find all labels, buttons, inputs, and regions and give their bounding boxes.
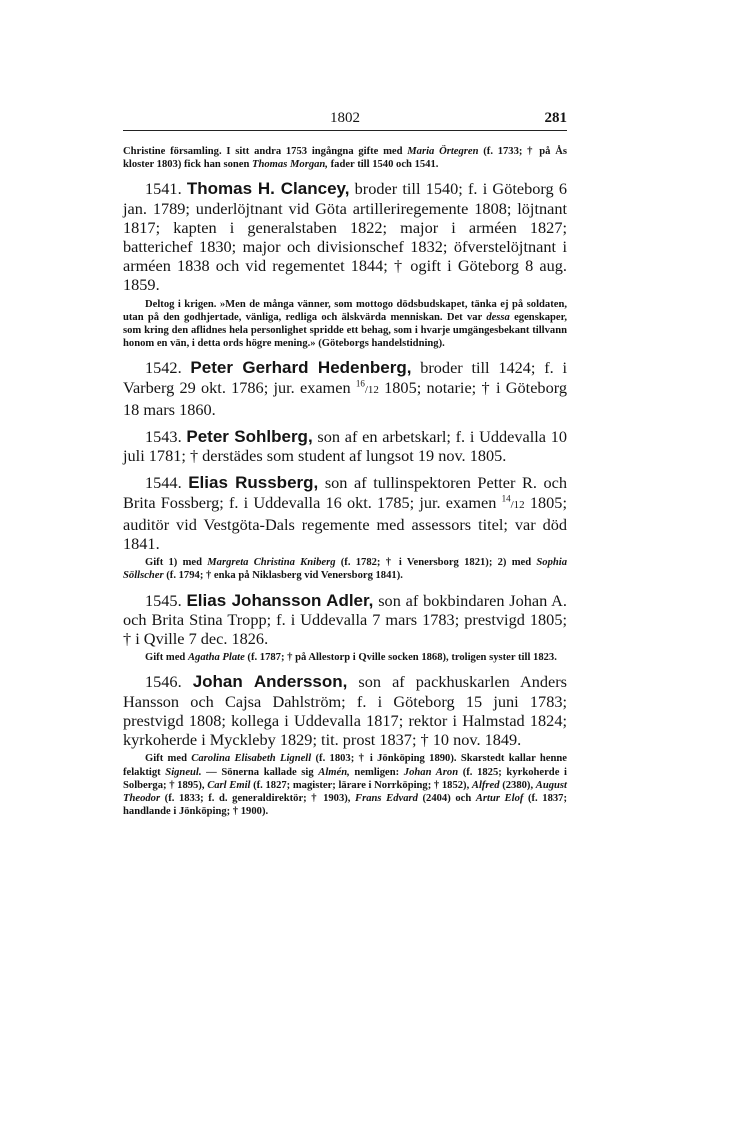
note-1541: Deltog i krigen. »Men de många vänner, som mottogo dödsbudskapet, tänka ej på soldaten, utan på den godhjertade, vänliga, redliga och älskvärda menniskan. Det var dessa egenskaper, som kring den aflidnes hela personlighet spridde ett behag, som i hvarje umgängesbekant tillvann honom en vän, i detta ords högre mening.» (Göteborgs handelstidning). xyxy=(123,298,567,350)
entry-number: 1541. xyxy=(145,179,182,199)
entry-name: Thomas H. Clancey, xyxy=(186,179,350,199)
entry-number: 1543. xyxy=(145,427,182,447)
entry-number: 1545. xyxy=(145,590,182,610)
entry-1544: 1544. Elias Russberg, son af tullinspektoren Petter R. och Brita Fossberg; f. i Uddevalla 16 okt. 1785; jur. examen $^{14}$/12 1805; auditör vid Vestgöta-Dals regemente med assessors titel; var död 1841. xyxy=(123,473,567,554)
header-rule xyxy=(123,130,567,131)
entry-name: Elias Russberg, xyxy=(188,473,319,493)
entry-number: 1544. xyxy=(145,473,182,493)
entry-1541: 1541. Thomas H. Clancey, broder till 1540; f. i Göteborg 6 jan. 1789; underlöjtnant vid Göta artilleriregemente 1808; löjtnant 1817; kapten i generalstaben 1822; major i arméen 1827; batterichef 1830; major och divisionschef 1832; öfverstelöjtnant i arméen 1838 och vid regementet 1844; † ogift i Göteborg 8 aug. 1859. xyxy=(123,179,567,295)
entry-1542: 1542. Peter Gerhard Hedenberg, broder till 1424; f. i Varberg 29 okt. 1786; jur. examen $^{16}$/12 1805; notarie; † i Göteborg 18 mars 1860. xyxy=(123,358,567,419)
page-content xyxy=(123,145,567,818)
note-1544: Gift 1) med Margreta Christina Kniberg (f. 1782; † i Venersborg 1821); 2) med Sophia Söllscher (f. 1794; † enka på Niklasberg vid Venersborg 1841). xyxy=(123,557,567,582)
entry-name: Peter Gerhard Hedenberg, xyxy=(190,358,412,378)
page-header xyxy=(123,110,567,130)
page-number: 281 xyxy=(544,110,567,126)
intro-paragraph: Christine församling. I sitt andra 1753 ingångna gifte med Maria Örtegren (f. 1733; † på Ås kloster 1803) fick han sonen Thomas Morgan, fader till 1540 och 1541. xyxy=(123,146,567,171)
entry-1546: 1546. Johan Andersson, son af packhuskarlen Anders Hansson och Cajsa Dahlström; f. i Göteborg 15 juni 1783; prestvigd 1808; kollega i Uddevalla 1817; rektor i Halmstad 1824; kyrkoherde i Myckleby 1829; tit. prost 1837; † 10 nov. 1849. xyxy=(123,672,567,750)
entry-name: Johan Andersson, xyxy=(192,672,348,692)
entry-number: 1546. xyxy=(145,672,182,692)
entry-1543: 1543. Peter Sohlberg, son af en arbetskarl; f. i Uddevalla 10 juli 1781; † derstädes som student af lungsot 19 nov. 1805. xyxy=(123,427,568,466)
entry-1545: 1545. Elias Johansson Adler, son af bokbindaren Johan A. och Brita Stina Tropp; f. i Uddevalla 7 mars 1783; prestvigd 1805; † i Qville 7 dec. 1826. xyxy=(123,590,567,649)
note-1546: Gift med Carolina Elisabeth Lignell (f. 1803; † i Jönköping 1890). Skarstedt kallar henne felaktigt Signeul. — Sönerna kallade sig Almén, nemligen: Johan Aron (f. 1825; kyrkoherde i Solberga; † 1895), Carl Emil (f. 1827; magister; lärare i Norrköping; † 1852), Alfred (2380), August Theodor (f. 1833; f. d. generaldirektör; † 1903), Frans Edvard (2404) och Artur Elof (f. 1837; handlande i Jönköping; † 1900). xyxy=(123,753,567,818)
entry-number: 1542. xyxy=(145,358,182,378)
note-1545: Gift med Agatha Plate (f. 1787; † på Allestorp i Qville socken 1868), troligen syster till 1823. xyxy=(145,652,557,664)
header-year: 1802 xyxy=(330,110,360,126)
entry-name: Elias Johansson Adler, xyxy=(186,590,374,610)
entry-name: Peter Sohlberg, xyxy=(186,427,313,447)
